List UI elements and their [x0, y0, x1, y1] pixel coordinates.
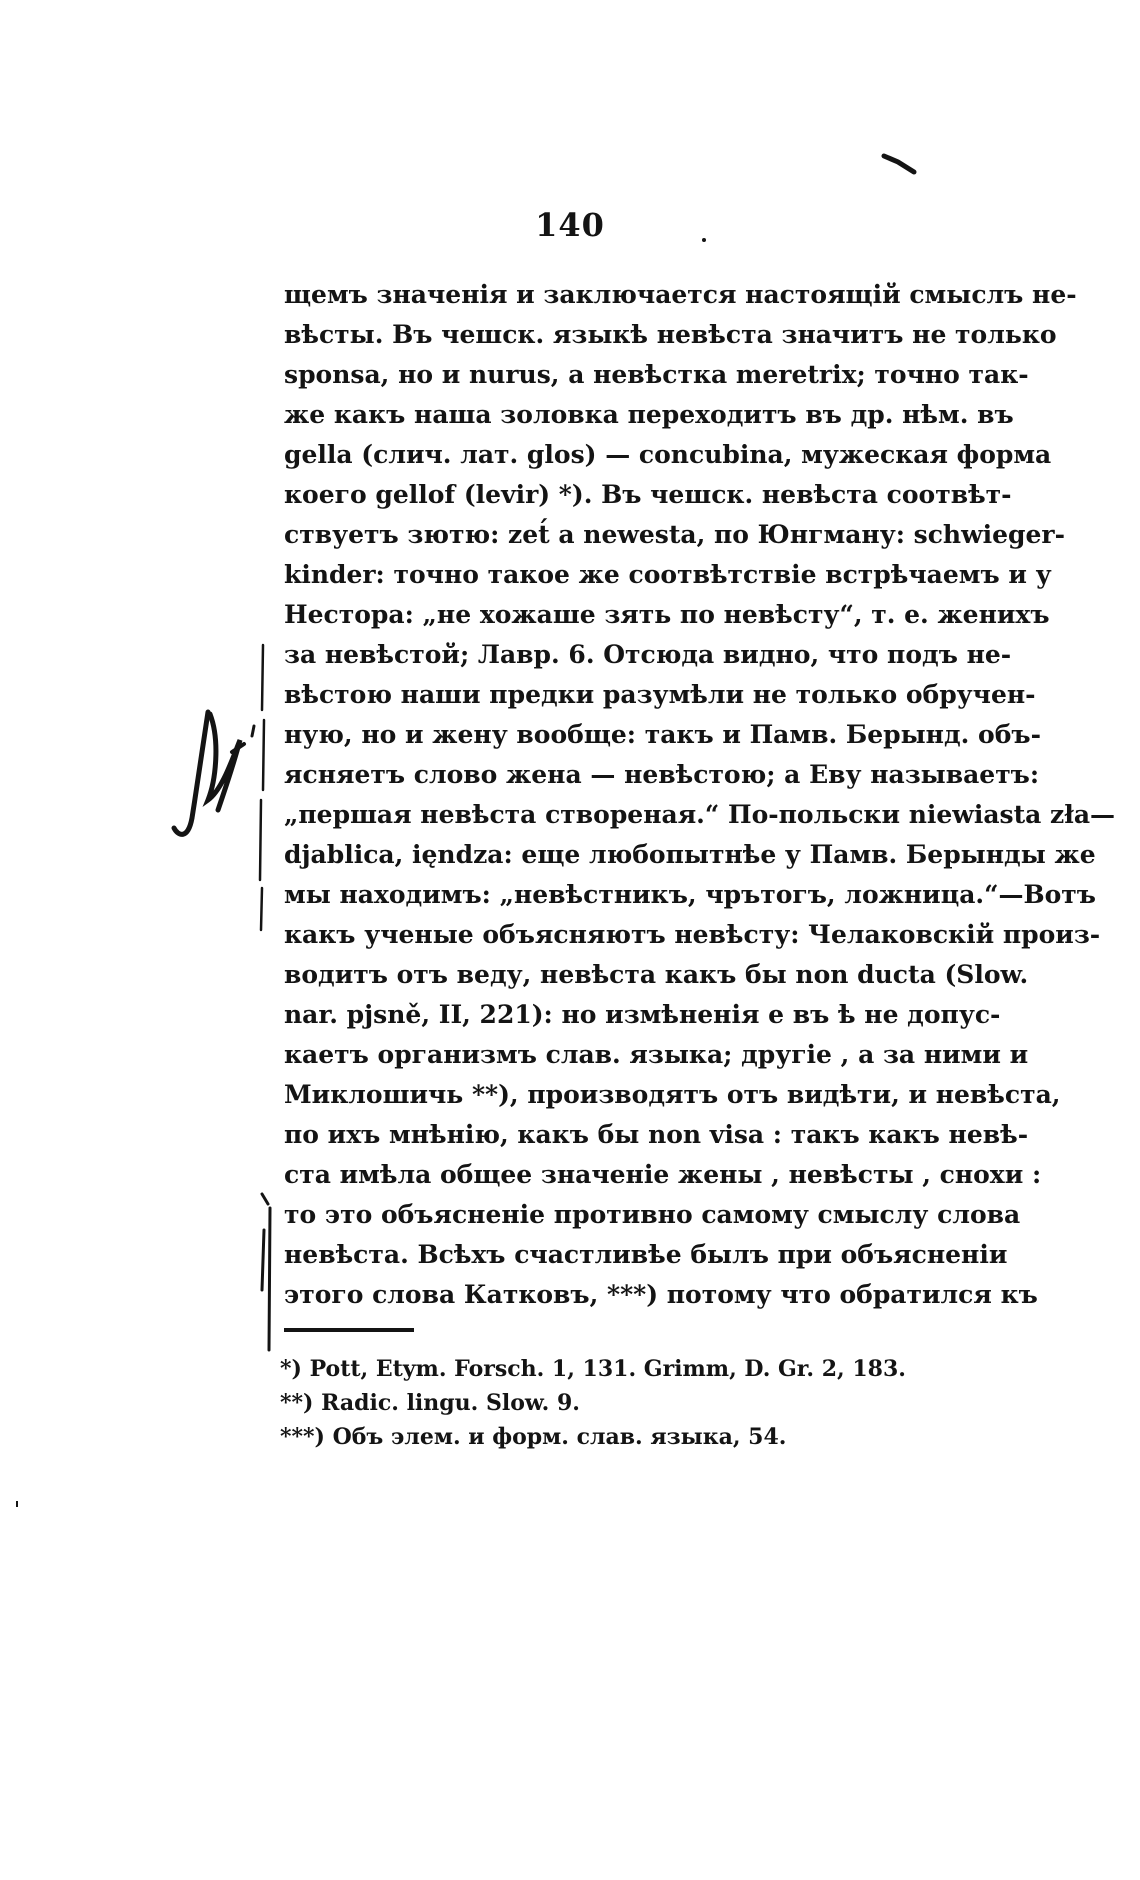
- text-line: коего gellof (levir) *). Въ чешск. невѣста соотвѣт-: [284, 480, 1012, 509]
- dot-mark: [700, 236, 708, 244]
- text-line: по ихъ мнѣнію, какъ бы non visa : такъ какъ невѣ-: [284, 1120, 1029, 1149]
- margin-annotation-lower: [258, 1190, 288, 1360]
- text-line: ясняетъ слово жена — невѣстою; а Еву называетъ:: [284, 760, 1040, 789]
- text-line: какъ ученые объясняютъ невѣсту: Челаковскій произ-: [284, 920, 1101, 949]
- text-line: djablica, ięndza: еще любопытнѣе у Памв. Берынды же: [284, 840, 1096, 869]
- margin-annotation-upper: [170, 640, 270, 940]
- text-line: за невѣстой; Лавр. 6. Отсюда видно, что подъ не-: [284, 640, 1012, 669]
- text-line: Нестора: „не хожаше зять по невѣсту“, т. е. женихъ: [284, 600, 1050, 629]
- text-line: невѣста. Всѣхъ счастливѣе былъ при объясненіи: [284, 1240, 1008, 1269]
- text-line: sponsa, но и nurus, а невѣстка meretrix; точно так-: [284, 360, 1029, 389]
- text-line: gella (слич. лат. glos) — concubina, мужеская форма: [284, 440, 1052, 469]
- text-line: вѣсты. Въ чешск. языкѣ невѣста значитъ не только: [284, 320, 1057, 349]
- text-line: же какъ наша золовка переходитъ въ др. нѣм. въ: [284, 400, 1014, 429]
- text-line: ста имѣла общее значеніе жены , невѣсты , снохи :: [284, 1160, 1042, 1189]
- text-line: каетъ организмъ слав. языка; другіе , а за ними и: [284, 1040, 1029, 1069]
- text-line: Миклошичь **), производятъ отъ видѣти, и невѣста,: [284, 1080, 1061, 1109]
- text-line: мы находимъ: „невѣстникъ, чрътогъ, ложница.“—Вотъ: [284, 880, 1096, 909]
- text-line: ствуетъ зютю: zet́ a newesta, по Юнгману: schwieger-: [284, 520, 1065, 549]
- footnote-rule: [284, 1328, 414, 1332]
- footnote: *) Pott, Etym. Forsch. 1, 131. Grimm, D. Gr. 2, 183.: [280, 1356, 906, 1382]
- text-line: ную, но и жену вообще: такъ и Памв. Берынд. объ-: [284, 720, 1041, 749]
- footnote: **) Radic. lingu. Slow. 9.: [280, 1390, 580, 1416]
- footnote: ***) Объ элем. и форм. слав. языка, 54.: [280, 1424, 787, 1450]
- text-line: „першая невѣста створеная.“ По-польски niewiasta zła—: [284, 800, 1116, 829]
- text-line: вѣстою наши предки разумѣли не только обручен-: [284, 680, 1036, 709]
- text-line: kinder: точно такое же соотвѣтствіе встрѣчаемъ и у: [284, 560, 1052, 589]
- text-line: щемъ значенія и заключается настоящій смыслъ не-: [284, 280, 1077, 309]
- page-number: 140: [535, 206, 605, 244]
- speck-mark: [14, 1500, 20, 1508]
- main-text: [284, 275, 1116, 1315]
- text-line: водитъ отъ веду, невѣста какъ бы non ducta (Slow.: [284, 960, 1029, 989]
- footnotes: [280, 1352, 980, 1454]
- text-line: nar. pjsně, II, 221): но измѣненія е въ ѣ не допус-: [284, 1000, 1001, 1029]
- text-line: то это объясненіе противно самому смыслу слова: [284, 1200, 1021, 1229]
- corner-mark: [880, 150, 920, 178]
- text-line: этого слова Катковъ, ***) потому что обратился къ: [284, 1280, 1038, 1309]
